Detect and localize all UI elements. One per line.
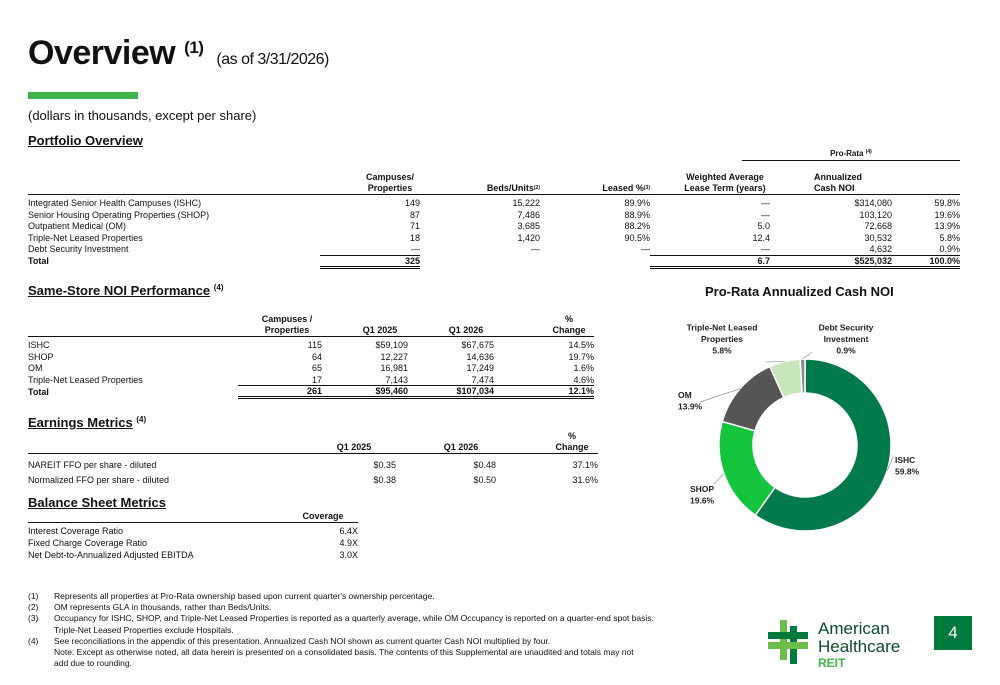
table-row: SHOP 64 12,227 14,636 19.7% bbox=[28, 351, 594, 362]
slice-debt-security-leader bbox=[803, 352, 812, 359]
earnings-table bbox=[28, 431, 598, 488]
table-row: NAREIT FFO per share - diluted $0.35 $0.48 37.1% bbox=[28, 460, 598, 470]
slice-ishc-label: ISHC bbox=[895, 455, 916, 465]
balance-sheet-table bbox=[28, 511, 358, 561]
same-store-heading: Same-Store NOI Performance $^{(4)}$ bbox=[28, 283, 224, 298]
earnings-heading: Earnings Metrics $^{(4)}$ bbox=[28, 415, 147, 430]
slice-triple-net-label: Triple-Net Leased bbox=[686, 322, 758, 333]
slice-shop-value-label: 19.6% bbox=[690, 495, 715, 506]
balance-sheet-heading: Balance Sheet Metrics bbox=[28, 495, 167, 510]
slice-debt-security-label: Investment bbox=[823, 334, 869, 344]
footnote-number: (2) bbox=[28, 602, 39, 613]
units-note: (dollars in thousands, except per share) bbox=[28, 108, 257, 123]
chart-title: Pro-Rata Annualized Cash NOI bbox=[705, 284, 894, 299]
footnote-number: (3) bbox=[28, 613, 39, 624]
portfolio-table bbox=[28, 172, 960, 269]
slice-debt-security-value-label: 0.9% bbox=[836, 345, 856, 356]
as-of-date: (as of 3/31/2026) bbox=[216, 51, 329, 68]
title-footnote-ref: (1) bbox=[184, 38, 204, 57]
footnote-text: Represents all properties at Pro-Rata ownership based upon current quarter's ownership percentage. bbox=[54, 591, 435, 601]
footnote-line bbox=[28, 658, 728, 669]
slice-om-value-label: 13.9% bbox=[678, 401, 703, 412]
footnote-line bbox=[28, 625, 728, 636]
table-row: Debt Security Investment — — — — 4,632 0.9% bbox=[28, 244, 960, 255]
footnote-line bbox=[28, 636, 728, 647]
footnote-line bbox=[28, 591, 728, 602]
portfolio-header-row bbox=[28, 172, 960, 195]
logo-line2: Healthcare bbox=[818, 637, 901, 656]
total-row: Total 325 6.7 $525,032 100.0% bbox=[28, 255, 960, 266]
table-row: ISHC 115 $59,109 $67,675 14.5% bbox=[28, 340, 594, 351]
col-campuses: Campuses/ Properties bbox=[320, 172, 420, 195]
logo-mark-icon bbox=[768, 620, 808, 664]
total-row: Total 261 $95,460 $107,034 12.1% bbox=[28, 386, 594, 397]
table-row: OM 65 16,981 17,249 1.6% bbox=[28, 363, 594, 374]
logo-line1: American bbox=[818, 619, 890, 638]
footnote-number bbox=[28, 658, 54, 669]
footnote-number: (4) bbox=[28, 635, 39, 646]
slice-shop-leader bbox=[714, 474, 724, 484]
logo-line3: REIT bbox=[818, 656, 846, 668]
slice-triple-net-label: Properties bbox=[700, 334, 744, 344]
page-number: 4 bbox=[934, 616, 972, 650]
same-store-table bbox=[28, 314, 594, 399]
earnings-header-row: Q1 2025 Q1 2026 % Change bbox=[28, 431, 598, 454]
footnote-number bbox=[28, 625, 54, 636]
table-row: Fixed Charge Coverage Ratio 4.9X bbox=[28, 537, 358, 548]
slice-shop-label: SHOP bbox=[690, 484, 715, 494]
footnote-line bbox=[28, 647, 728, 658]
col-noi: Annualized Cash NOI bbox=[770, 172, 892, 195]
table-row: Integrated Senior Health Campuses (ISHC) 149 15,222 89.9% — $314,080 59.8% bbox=[28, 198, 960, 209]
col-walt: Weighted Average Lease Term (years) bbox=[650, 172, 770, 195]
footnote-text: Triple-Net Leased Properties exclude Hospitals. bbox=[54, 624, 234, 635]
balance-header-row: Coverage bbox=[28, 511, 358, 523]
same-store-header-row: Campuses / Properties Q1 2025 Q1 2026 % Change bbox=[28, 314, 594, 337]
title-text: Overview bbox=[28, 34, 176, 72]
footnotes bbox=[28, 591, 728, 669]
portfolio-overview-heading: Portfolio Overview bbox=[28, 133, 143, 148]
footnote-line bbox=[28, 613, 728, 624]
slice-triple-net-value-label: 5.8% bbox=[712, 345, 732, 356]
footnote-number: (1) bbox=[28, 591, 39, 601]
footnote-line bbox=[28, 602, 728, 613]
noi-donut-chart bbox=[640, 320, 960, 550]
company-logo bbox=[766, 616, 936, 673]
table-row: Outpatient Medical (OM) 71 3,685 88.2% 5.0 72,668 13.9% bbox=[28, 221, 960, 232]
footnote-text: add due to rounding. bbox=[54, 658, 132, 669]
title-accent-bar bbox=[28, 92, 138, 99]
slice-ishc-value-label: 59.8% bbox=[895, 466, 920, 477]
footnote-text: OM represents GLA in thousands, rather than Beds/Units. bbox=[54, 602, 272, 613]
pro-rata-header: Pro-Rata $^{(4)}$ bbox=[742, 149, 960, 161]
col-beds: Beds/Units$^{(2)}$ bbox=[420, 172, 540, 195]
slice-debt-security-label: Debt Security bbox=[818, 322, 874, 333]
table-row: Net Debt-to-Annualized Adjusted EBITDA 3.0X bbox=[28, 549, 358, 560]
col-leased: Leased %$^{(3)}$ bbox=[540, 172, 650, 195]
footnote-number bbox=[28, 647, 54, 658]
footnote-text: Note: Except as otherwise noted, all data herein is presented on a consolidated basis. The contents of this Supplemental are unaudited and totals may not bbox=[54, 647, 634, 658]
table-row: Triple-Net Leased Properties 17 7,143 7,474 4.6% bbox=[28, 374, 594, 385]
table-row: Senior Housing Operating Properties (SHOP) 87 7,486 88.9% — 103,120 19.6% bbox=[28, 209, 960, 220]
table-row: Normalized FFO per share - diluted $0.38 $0.50 31.6% bbox=[28, 475, 598, 485]
table-row: Interest Coverage Ratio 6.4X bbox=[28, 525, 358, 536]
slice-om-label: OM bbox=[678, 390, 692, 400]
footnote-text: See reconciliations in the appendix of this presentation. Annualized Cash NOI shown as current quarter Cash NOI multiplied by four. bbox=[54, 635, 551, 646]
page-title bbox=[28, 34, 329, 73]
footnote-text: Occupancy for ISHC, SHOP, and Triple-Net Leased Properties is reported as a quarterly average, while OM Occupancy is reported on a quarter-end spot basis. bbox=[54, 613, 654, 624]
table-row: Triple-Net Leased Properties 18 1,420 90.5% 12.4 30,532 5.8% bbox=[28, 232, 960, 243]
